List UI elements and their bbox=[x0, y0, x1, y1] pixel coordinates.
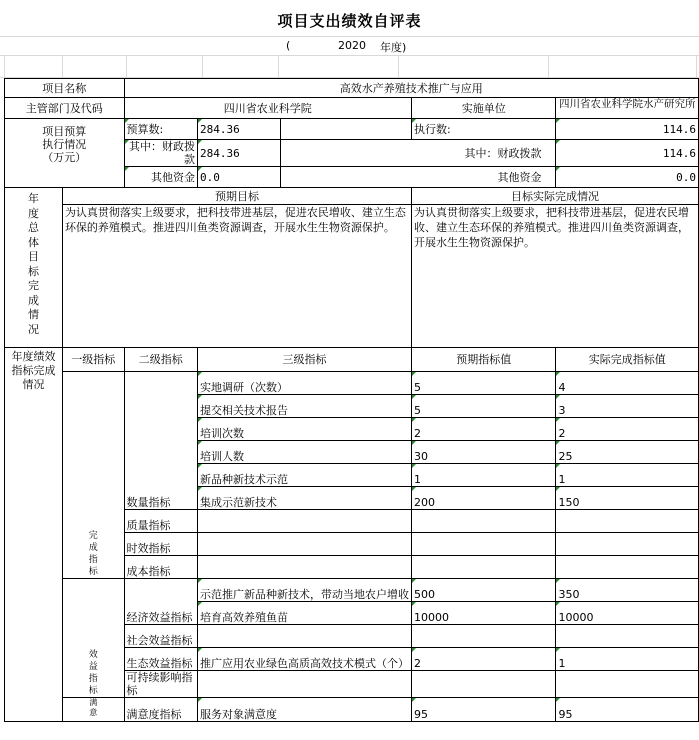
exec-number-label-text: 执行数: bbox=[414, 122, 451, 136]
indicator-row-name bbox=[198, 648, 412, 671]
indicator-name-text: 集成示范新技术 bbox=[200, 496, 278, 509]
cell-marker bbox=[556, 167, 560, 171]
cell-marker bbox=[556, 418, 560, 422]
social-expected-cell bbox=[412, 625, 556, 648]
indicator-actual-text: 3 bbox=[558, 404, 566, 417]
cell-marker bbox=[125, 119, 129, 123]
timeliness-expected-cell bbox=[412, 533, 556, 556]
indicator-name-text: 培育高效养殖鱼苗 bbox=[200, 611, 289, 624]
indicator-row-actual bbox=[556, 698, 699, 722]
grid-line bbox=[0, 55, 699, 56]
budget-label-line1: 项目预算 bbox=[42, 125, 87, 138]
cell-marker bbox=[412, 602, 416, 606]
indicator-actual-text: 10000 bbox=[558, 611, 594, 624]
budget-number-value bbox=[198, 119, 281, 140]
cell-marker bbox=[556, 602, 560, 606]
cell-marker bbox=[412, 418, 416, 422]
year-open-paren: ( bbox=[286, 39, 291, 52]
goals-side-label bbox=[5, 188, 63, 348]
budget-label-line2: 执行情况 bbox=[42, 138, 87, 151]
indicator-row-name bbox=[198, 464, 412, 487]
other-funds-label bbox=[124, 167, 198, 188]
level1-benefit-text: 效益指标 bbox=[88, 650, 98, 696]
indicator-row-expected bbox=[412, 418, 556, 441]
indicator-row-name bbox=[198, 372, 412, 395]
indicator-name-text: 提交相关技术报告 bbox=[200, 404, 289, 417]
indicator-actual-text: 350 bbox=[558, 588, 580, 601]
indicator-row-name bbox=[198, 441, 412, 464]
eco-indicator-label: 生态效益指标 bbox=[124, 648, 198, 671]
level1-satisfaction-text: 满意 bbox=[89, 698, 98, 717]
exec-number-label bbox=[412, 119, 556, 140]
timeliness-indicator-cell bbox=[198, 533, 412, 556]
indicator-row-expected bbox=[412, 579, 556, 602]
sustain-actual-cell bbox=[556, 671, 699, 698]
timeliness-actual-cell bbox=[556, 533, 699, 556]
project-name-value: 高效水产养殖技术推广与应用 bbox=[124, 79, 698, 98]
indicators-side-label bbox=[5, 348, 63, 722]
cell-marker bbox=[198, 372, 202, 376]
indicator-actual-text: 95 bbox=[558, 708, 573, 721]
expected-goal-text: 为认真贯彻落实上级要求，把科技带进基层，促进农民增收、建立生态环保的养殖模式。推进四川鱼类资源调查，开展水生生物资源保护。 bbox=[62, 205, 411, 348]
actual-goal-header: 目标实际完成情况 bbox=[412, 188, 699, 205]
evaluation-table bbox=[4, 78, 699, 722]
cell-marker bbox=[556, 441, 560, 445]
indicator-actual-text: 1 bbox=[558, 657, 566, 670]
grid-line bbox=[202, 55, 203, 78]
other-funds-label-text: 其他资金 bbox=[151, 170, 196, 184]
indicator-expected-text: 2 bbox=[414, 657, 422, 670]
quality-indicator-cell bbox=[198, 510, 412, 533]
indicator-row-name bbox=[198, 579, 412, 602]
indicator-row-expected bbox=[412, 441, 556, 464]
indicator-row-actual bbox=[556, 648, 699, 671]
cell-marker bbox=[412, 579, 416, 583]
indicator-actual-text: 2 bbox=[558, 427, 566, 440]
indicator-row-actual bbox=[556, 395, 699, 418]
project-name-label: 项目名称 bbox=[5, 79, 125, 98]
fiscal-label-text: 其中：财政拨款 bbox=[129, 140, 196, 166]
grid-line bbox=[62, 55, 63, 78]
indicator-expected-text: 500 bbox=[414, 588, 436, 601]
cell-marker bbox=[198, 579, 202, 583]
indicator-name-text: 服务对象满意度 bbox=[200, 708, 278, 721]
grid-line bbox=[696, 55, 697, 78]
indicator-row-expected bbox=[412, 372, 556, 395]
sustain-indicator-label: 可持续影响指标 bbox=[124, 671, 198, 698]
cell-marker bbox=[198, 698, 202, 702]
exec-number-value-text: 114.6 bbox=[662, 122, 696, 136]
cell-marker bbox=[198, 441, 202, 445]
budget-section-label bbox=[5, 119, 125, 188]
page-title: 项目支出绩效自评表 bbox=[277, 12, 422, 30]
cell-marker bbox=[556, 372, 560, 376]
quantity-indicator-label: 数量指标 bbox=[124, 372, 198, 510]
indicator-actual-text: 1 bbox=[558, 473, 566, 486]
fiscal-budget-value bbox=[198, 140, 281, 167]
indicator-row-name bbox=[198, 395, 412, 418]
indicator-name-text: 新品种新技术示范 bbox=[200, 473, 289, 486]
expected-value-header: 预期指标值 bbox=[412, 348, 556, 372]
other-funds-exec-value bbox=[556, 167, 699, 188]
cost-expected-cell bbox=[412, 556, 556, 579]
exec-number-label-spacer bbox=[281, 119, 412, 140]
grid-line bbox=[548, 55, 549, 78]
impl-label: 实施单位 bbox=[412, 98, 556, 119]
indicator-expected-text: 5 bbox=[414, 381, 422, 394]
indicators-side-label-text: 年度绩效指标完成情况 bbox=[11, 350, 56, 391]
cost-actual-cell bbox=[556, 556, 699, 579]
level1-completion-text: 完成指标 bbox=[88, 531, 98, 577]
cell-marker bbox=[198, 487, 202, 491]
cell-marker bbox=[198, 119, 202, 123]
cell-marker bbox=[412, 464, 416, 468]
indicator-row-actual bbox=[556, 602, 699, 625]
level1-benefit bbox=[62, 579, 124, 698]
level1-satisfaction bbox=[62, 698, 124, 722]
grid-line bbox=[0, 36, 699, 37]
cell-marker bbox=[556, 648, 560, 652]
cell-marker bbox=[125, 140, 129, 144]
impl-value bbox=[556, 98, 699, 119]
indicator-expected-text: 95 bbox=[414, 708, 429, 721]
indicator-row-actual bbox=[556, 441, 699, 464]
indicator-row-actual bbox=[556, 464, 699, 487]
cell-marker bbox=[198, 167, 202, 171]
level1-header: 一级指标 bbox=[62, 348, 124, 372]
economic-indicator-label: 经济效益指标 bbox=[124, 579, 198, 625]
indicator-row-actual bbox=[556, 487, 699, 510]
indicator-row-name bbox=[198, 487, 412, 510]
cell-marker bbox=[556, 487, 560, 491]
indicator-row-expected bbox=[412, 602, 556, 625]
indicator-expected-text: 10000 bbox=[414, 611, 450, 624]
indicator-actual-text: 150 bbox=[558, 496, 580, 509]
goals-side-label-text: 年度总体目标完成情况 bbox=[27, 192, 39, 336]
indicator-row-name bbox=[198, 418, 412, 441]
other-funds-exec-label-text: 其他资金 bbox=[497, 170, 542, 184]
quality-actual-cell bbox=[556, 510, 699, 533]
grid-line bbox=[398, 55, 399, 78]
indicator-expected-text: 2 bbox=[414, 427, 422, 440]
indicator-expected-text: 1 bbox=[414, 473, 422, 486]
fiscal-exec-label-text: 其中：财政拨款 bbox=[464, 146, 542, 160]
cell-marker bbox=[556, 395, 560, 399]
grid-line bbox=[278, 55, 279, 78]
cost-indicator-cell bbox=[198, 556, 412, 579]
budget-number-value-text: 284.36 bbox=[200, 122, 240, 136]
cell-marker bbox=[412, 648, 416, 652]
fiscal-exec-value-text: 114.6 bbox=[662, 146, 696, 160]
cell-marker bbox=[198, 648, 202, 652]
other-funds-budget-value-text: 0.0 bbox=[200, 170, 220, 184]
cell-marker bbox=[198, 140, 202, 144]
dept-value: 四川省农业科学院 bbox=[124, 98, 412, 119]
fiscal-exec-value bbox=[556, 140, 699, 167]
other-funds-budget-value bbox=[198, 167, 281, 188]
cell-marker bbox=[412, 441, 416, 445]
indicator-name-text: 培训次数 bbox=[200, 427, 245, 440]
indicator-actual-text: 4 bbox=[558, 381, 566, 394]
quality-indicator-label: 质量指标 bbox=[124, 510, 198, 533]
actual-goal-text: 为认真贯彻落实上级要求，把科技带进基层，促进农民增收、建立生态环保的养殖模式。推进四川鱼类资源调查，开展水生生物资源保护。 bbox=[412, 205, 699, 348]
indicator-name-text: 实地调研（次数） bbox=[200, 381, 289, 394]
cell-marker bbox=[125, 167, 129, 171]
indicator-row-expected bbox=[412, 395, 556, 418]
indicator-row-actual bbox=[556, 372, 699, 395]
impl-value-text: 四川省农业科学院水产研究所 bbox=[558, 98, 696, 110]
indicator-row-expected bbox=[412, 698, 556, 722]
cell-marker bbox=[556, 464, 560, 468]
other-funds-exec-label bbox=[281, 167, 556, 188]
indicator-row-expected bbox=[412, 648, 556, 671]
cell-marker bbox=[412, 487, 416, 491]
cell-marker bbox=[412, 119, 416, 123]
timeliness-indicator-label: 时效指标 bbox=[124, 533, 198, 556]
other-funds-exec-value-text: 0.0 bbox=[676, 170, 696, 184]
indicator-expected-text: 5 bbox=[414, 404, 422, 417]
indicator-name-text: 推广应用农业绿色高质高效技术模式（个） bbox=[200, 657, 410, 670]
cell-marker bbox=[556, 579, 560, 583]
social-actual-cell bbox=[556, 625, 699, 648]
fiscal-budget-value-text: 284.36 bbox=[200, 146, 240, 160]
cell-marker bbox=[198, 418, 202, 422]
cell-marker bbox=[412, 372, 416, 376]
cell-marker bbox=[412, 395, 416, 399]
cell-marker bbox=[198, 395, 202, 399]
budget-number-label-text: 预算数: bbox=[126, 122, 164, 136]
cell-marker bbox=[198, 602, 202, 606]
level2-header: 二级指标 bbox=[124, 348, 198, 372]
grid-line bbox=[126, 55, 127, 78]
indicator-row-expected bbox=[412, 487, 556, 510]
exec-number-value bbox=[556, 119, 699, 140]
expected-goal-header: 预期目标 bbox=[62, 188, 411, 205]
fiscal-exec-label bbox=[281, 140, 556, 167]
indicator-row-name bbox=[198, 698, 412, 722]
budget-label-line3: （万元） bbox=[42, 151, 87, 164]
cell-marker bbox=[198, 464, 202, 468]
sustain-indicator-cell bbox=[198, 671, 412, 698]
budget-number-label bbox=[124, 119, 198, 140]
quality-expected-cell bbox=[412, 510, 556, 533]
cost-indicator-label: 成本指标 bbox=[124, 556, 198, 579]
level1-completion bbox=[62, 372, 124, 579]
indicator-row-expected bbox=[412, 464, 556, 487]
year-suffix: 年度) bbox=[380, 41, 407, 54]
indicator-expected-text: 30 bbox=[414, 450, 429, 463]
year-value: 2020 bbox=[338, 39, 366, 52]
cell-marker bbox=[412, 698, 416, 702]
indicator-row-actual bbox=[556, 418, 699, 441]
indicator-name-text: 培训人数 bbox=[200, 450, 245, 463]
cell-marker bbox=[556, 119, 560, 123]
indicator-row-actual bbox=[556, 579, 699, 602]
actual-value-header: 实际完成指标值 bbox=[556, 348, 699, 372]
cell-marker bbox=[556, 698, 560, 702]
level3-header: 三级指标 bbox=[198, 348, 412, 372]
sustain-expected-cell bbox=[412, 671, 556, 698]
fiscal-label bbox=[124, 140, 198, 167]
indicator-expected-text: 200 bbox=[414, 496, 436, 509]
cell-marker bbox=[556, 140, 560, 144]
satisfaction-indicator-label: 满意度指标 bbox=[124, 698, 198, 722]
social-indicator-cell bbox=[198, 625, 412, 648]
dept-label: 主管部门及代码 bbox=[5, 98, 125, 119]
grid-line bbox=[4, 55, 5, 78]
indicator-name-text: 示范推广新品种新技术，带动当地农户增收 bbox=[200, 588, 410, 601]
indicator-row-name bbox=[198, 602, 412, 625]
indicator-actual-text: 25 bbox=[558, 450, 573, 463]
social-indicator-label: 社会效益指标 bbox=[124, 625, 198, 648]
